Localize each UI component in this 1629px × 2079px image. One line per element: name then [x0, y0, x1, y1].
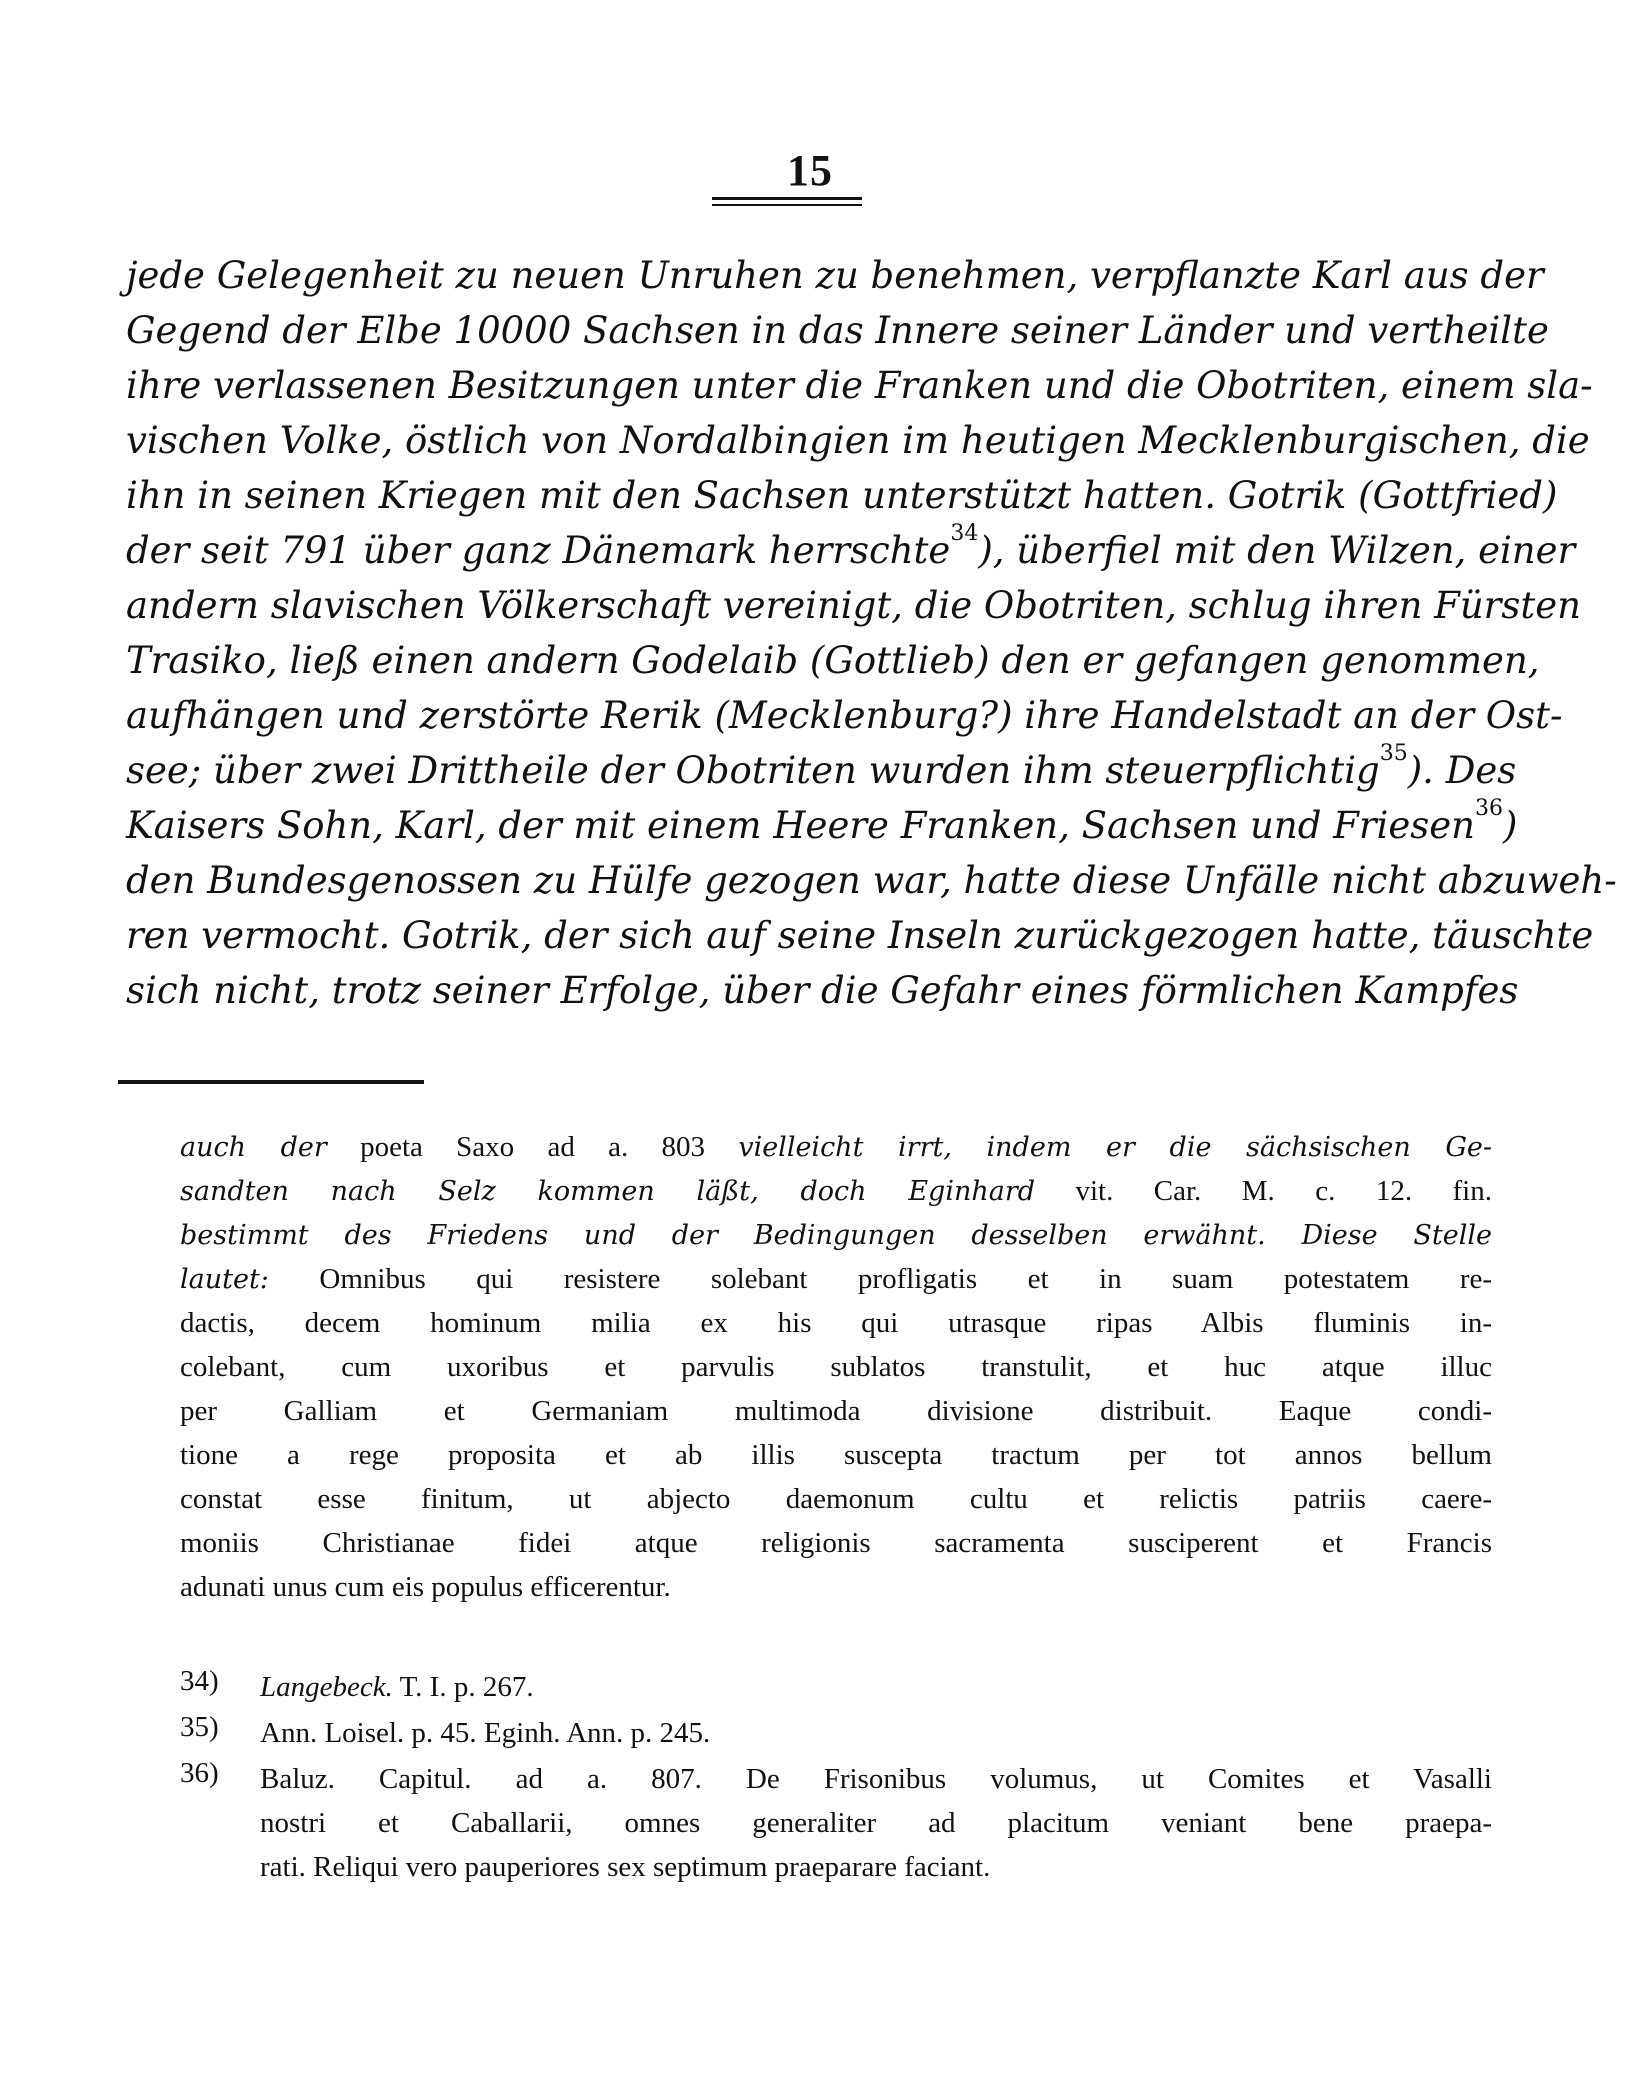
footnote-text: bestimmt des Friedens und der Bedingungen desselben erwähnt. Diese Stelle [180, 1220, 1492, 1251]
main-line-text: der seit 791 über ganz Dänemark herrschte [126, 529, 951, 572]
main-line: ihre verlassenen Besitzungen unter die Franken und die Obotriten, einem sla- [126, 364, 1593, 407]
footnote-line: constat esse finitum, ut abjecto daemonum cultu et relictis patriis caere- [180, 1483, 1492, 1515]
footnote-ref-35: 35 [1379, 741, 1408, 766]
footnote-line: Baluz. Capitul. ad a. 807. De Frisonibus volumus, ut Comites et Vasalli [260, 1763, 1492, 1795]
footnote-text: Omnibus qui resistere solebant profligatis et in suam potestatem re- [319, 1263, 1493, 1295]
main-line: sich nicht, trotz seiner Erfolge, über die Gefahr eines förmlichen Kampfes [126, 969, 1519, 1012]
footnote-text: poeta Saxo ad a. 803 [360, 1131, 706, 1163]
header-rule-bottom [712, 204, 862, 206]
page-number: 15 [787, 146, 833, 195]
footnote-body [260, 1665, 1492, 1709]
main-line: ren vermocht. Gotrik, der sich auf seine Inseln zurückgezogen hatte, täuschte [126, 914, 1594, 957]
footnote-line: dactis, decem hominum milia ex his qui utrasque ripas Albis fluminis in- [180, 1307, 1492, 1339]
footnote-text: vielleicht irrt, indem er die sächsischen Ge- [738, 1132, 1493, 1163]
footnote-text: T. I. p. 267. [392, 1671, 534, 1703]
footnote-number: 35) [180, 1711, 219, 1743]
footnote-line: per Galliam et Germaniam multimoda divisione distribuit. Eaque condi- [180, 1395, 1492, 1427]
footnote-number: 36) [180, 1757, 219, 1789]
footnote-text: auch der [180, 1132, 327, 1163]
main-line: den Bundesgenossen zu Hülfe gezogen war, hatte diese Unfälle nicht abzuweh- [126, 859, 1617, 902]
main-line [126, 741, 1517, 798]
footnote-body [260, 1757, 1492, 1889]
main-line-text: ). Des [1407, 749, 1517, 792]
footnote-line [180, 1125, 1492, 1169]
main-text [126, 248, 1617, 1018]
main-line: aufhängen und zerstörte Rerik (Mecklenburg?) ihre Handelstadt an der Ost- [126, 694, 1563, 737]
footnote-line [180, 1213, 1492, 1257]
main-line: Gegend der Elbe 10000 Sachsen in das Innere seiner Länder und vertheilte [126, 309, 1549, 352]
main-line: vischen Volke, östlich von Nordalbingien im heutigen Mecklenburgischen, die [126, 419, 1590, 462]
header-rule-top [712, 197, 862, 200]
footnote-author: Langebeck. [260, 1671, 393, 1703]
main-line [126, 521, 1576, 578]
main-line: jede Gelegenheit zu neuen Unruhen zu benehmen, verpflanzte Karl aus der [126, 254, 1544, 297]
footnote-line [180, 1169, 1492, 1213]
main-line-text: see; über zwei Drittheile der Obotriten wurden ihm steuerpflichtig [126, 749, 1380, 792]
main-line: Trasiko, ließ einen andern Godelaib (Gottlieb) den er gefangen genommen, [126, 639, 1540, 682]
main-line-text: ) [1502, 804, 1518, 847]
main-line: ihn in seinen Kriegen mit den Sachsen unterstützt hatten. Gotrik (Gottfried) [126, 474, 1558, 517]
footnote-ref-36: 36 [1474, 796, 1503, 821]
footnote-line: adunati unus cum eis populus efficerentur. [180, 1571, 671, 1603]
footnote-number: 34) [180, 1665, 219, 1697]
footnote-text: lautet: [180, 1264, 269, 1295]
footnote-line: rati. Reliqui vero pauperiores sex septimum praeparare faciant. [260, 1851, 991, 1883]
footnote-line [180, 1257, 1492, 1301]
main-line-text: Kaisers Sohn, Karl, der mit einem Heere Franken, Sachsen und Friesen [126, 804, 1475, 847]
footnote-line: nostri et Caballarii, omnes generaliter ad placitum veniant bene praepa- [260, 1807, 1492, 1839]
main-line [126, 796, 1518, 853]
footnote-line [260, 1665, 1492, 1709]
footnote-body [260, 1711, 1492, 1755]
footnote-text: sandten nach Selz kommen läßt, doch Eginhard [180, 1176, 1036, 1207]
footnote-rule [118, 1080, 424, 1084]
footnote-continued [180, 1125, 1492, 1609]
main-line-text: ), überfiel mit den Wilzen, einer [978, 529, 1576, 572]
footnote-ref-34: 34 [950, 521, 979, 546]
footnote-text: vit. Car. M. c. 12. fin. [1075, 1175, 1492, 1207]
footnote-line: moniis Christianae fidei atque religionis sacramenta susciperent et Francis [180, 1527, 1492, 1559]
main-line: andern slavischen Völkerschaft vereinigt, die Obotriten, schlug ihren Fürsten [126, 584, 1581, 627]
footnote-line: Ann. Loisel. p. 45. Eginh. Ann. p. 245. [260, 1717, 711, 1749]
footnote-line: colebant, cum uxoribus et parvulis sublatos transtulit, et huc atque illuc [180, 1351, 1492, 1383]
footnote-line: tione a rege proposita et ab illis suscepta tractum per tot annos bellum [180, 1439, 1492, 1471]
